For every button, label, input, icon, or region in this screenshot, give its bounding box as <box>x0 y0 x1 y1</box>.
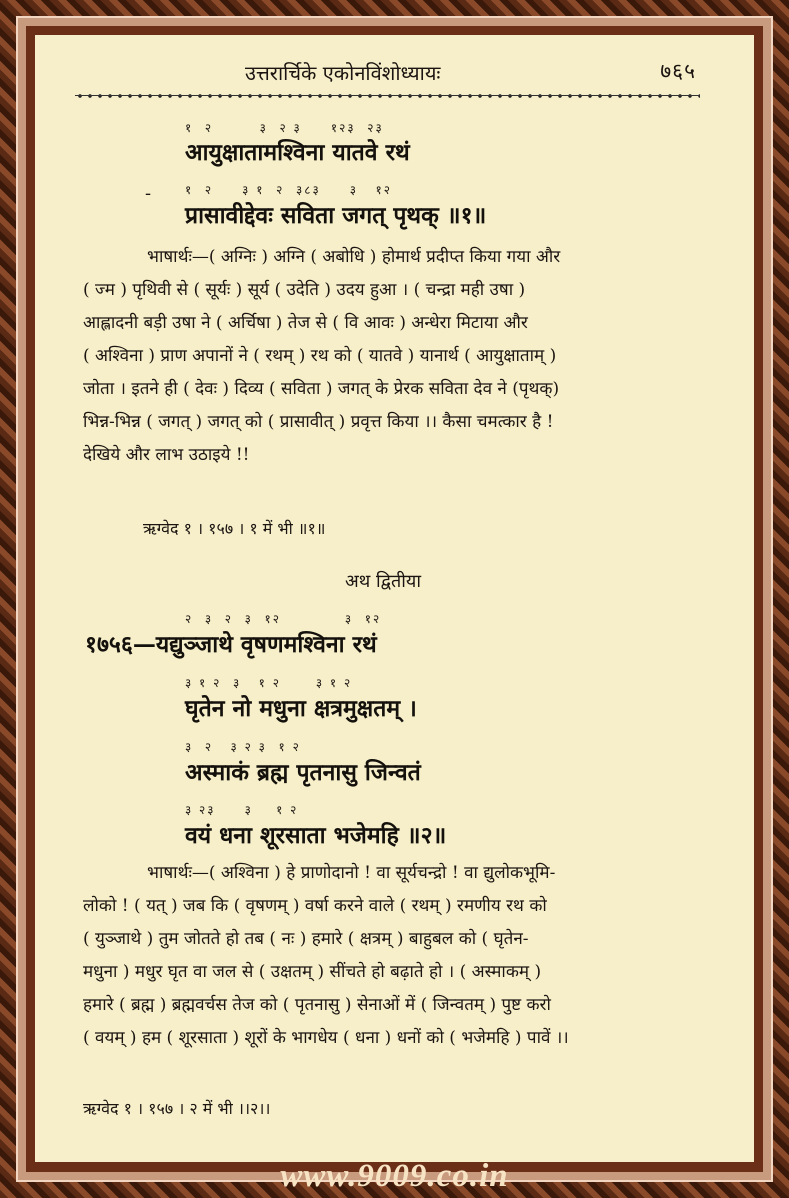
commentary-1 <box>83 241 708 472</box>
page-header-title: उत्तरार्चिके एकोनविंशोध्यायः <box>245 61 441 85</box>
verse2-line-2: घृतेन नो मधुना क्षत्रमुक्षतम् । <box>185 695 417 722</box>
scripture-page <box>35 35 754 1162</box>
verse2-reference: ऋग्वेद १ । १५७ । २ में भी ।।२।। <box>83 1099 271 1118</box>
commentary-line: लोको ! ( यत् ) जब कि ( वृषणम् ) वर्षा करने वाले ( रथम् ) रमणीय रथ को <box>83 896 547 916</box>
verse2-accent-marks-3: ३ २ ३ २ ३ १ २ <box>185 740 301 754</box>
verse1-reference: ऋग्वेद १ । १५७ । १ में भी ॥१॥ <box>143 519 326 538</box>
verse1-line-1: आयुक्षातामश्विना यातवे रथं <box>185 139 410 166</box>
verse2-accent-marks-2: ३ १ २ ३ १ २ ३ १ २ <box>185 676 353 690</box>
commentary-2 <box>83 857 708 1055</box>
verse1-line-2: प्रासावीद्देवः सविता जगत् पृथक् ॥१॥ <box>185 202 487 229</box>
verse2-line-3: अस्माकं ब्रह्म पृतनासु जिन्वतं <box>185 759 421 786</box>
header-ornamental-rule <box>75 93 700 99</box>
verse2-line-1: १७५६—यद्युञ्जाथे वृषणमश्विना रथं <box>85 631 377 658</box>
verse1-accent-marks-2: १ २ ३ १ २ ३८३ ३ १२ <box>185 183 392 197</box>
section-heading: अथ द्वितीया <box>345 571 422 592</box>
verse1-accent-marks-1: १ २ ३ २ ३ १२३ २३ <box>185 121 384 135</box>
commentary-line: ( अश्विना ) प्राण अपानों ने ( रथम् ) रथ को ( यातवे ) यानार्थ ( आयुक्षाताम् ) <box>83 346 557 366</box>
page-number: ७६५ <box>660 59 696 83</box>
commentary-line: हमारे ( ब्रह्म ) ब्रह्मवर्चस तेज को ( पृतनासु ) सेनाओं में ( जिन्वतम् ) पुष्ट करो <box>83 995 551 1015</box>
verse2-line-4: वयं धना शूरसाता भजेमहि ॥२॥ <box>185 822 447 849</box>
verse2-accent-marks-4: ३ २३ ३ १ २ <box>185 803 299 817</box>
commentary-line: ( युञ्जाथे ) तुम जोतते हो तब ( नः ) हमारे ( क्षत्रम् ) बाहुबल को ( घृतेन- <box>83 929 529 949</box>
commentary-line: भाषार्थः—( अग्निः ) अग्नि ( अबोधि ) होमार्थ प्रदीप्त किया गया और <box>147 247 561 267</box>
commentary-line: आह्लादनी बड़ी उषा ने ( अर्चिषा ) तेज से ( वि आवः ) अन्धेरा मिटाया और <box>83 313 528 333</box>
commentary-line: ( वयम् ) हम ( शूरसाता ) शूरों के भागधेय ( धना ) धनों को ( भजेमहि ) पावें ।। <box>83 1028 569 1048</box>
bullet-dash: - <box>145 183 152 204</box>
commentary-line: भाषार्थः—( अश्विना ) हे प्राणोदानो ! वा सूर्यचन्द्रो ! वा द्युलोकभूमि- <box>147 863 556 883</box>
commentary-line: ( ज्म ) पृथिवी से ( सूर्यः ) सूर्य ( उदेति ) उदय हुआ । ( चन्द्रा मही उषा ) <box>83 280 526 300</box>
website-footer-link[interactable]: www.9009.co.in <box>280 1158 509 1194</box>
commentary-line: भिन्न-भिन्न ( जगत् ) जगत् को ( प्रासावीत् ) प्रवृत्त किया ।। कैसा चमत्कार है ! <box>83 412 554 432</box>
verse2-accent-marks-1: २ ३ २ ३ १२ ३ १२ <box>185 612 382 626</box>
commentary-line: जोता । इतने ही ( देवः ) दिव्य ( सविता ) जगत् के प्रेरक सविता देव ने (पृथक्) <box>83 379 560 399</box>
commentary-line: मधुना ) मधुर घृत वा जल से ( उक्षतम् ) सींचते हो बढ़ाते हो । ( अस्माकम् ) <box>83 962 542 982</box>
commentary-line: देखिये और लाभ उठाइये !! <box>83 445 250 465</box>
